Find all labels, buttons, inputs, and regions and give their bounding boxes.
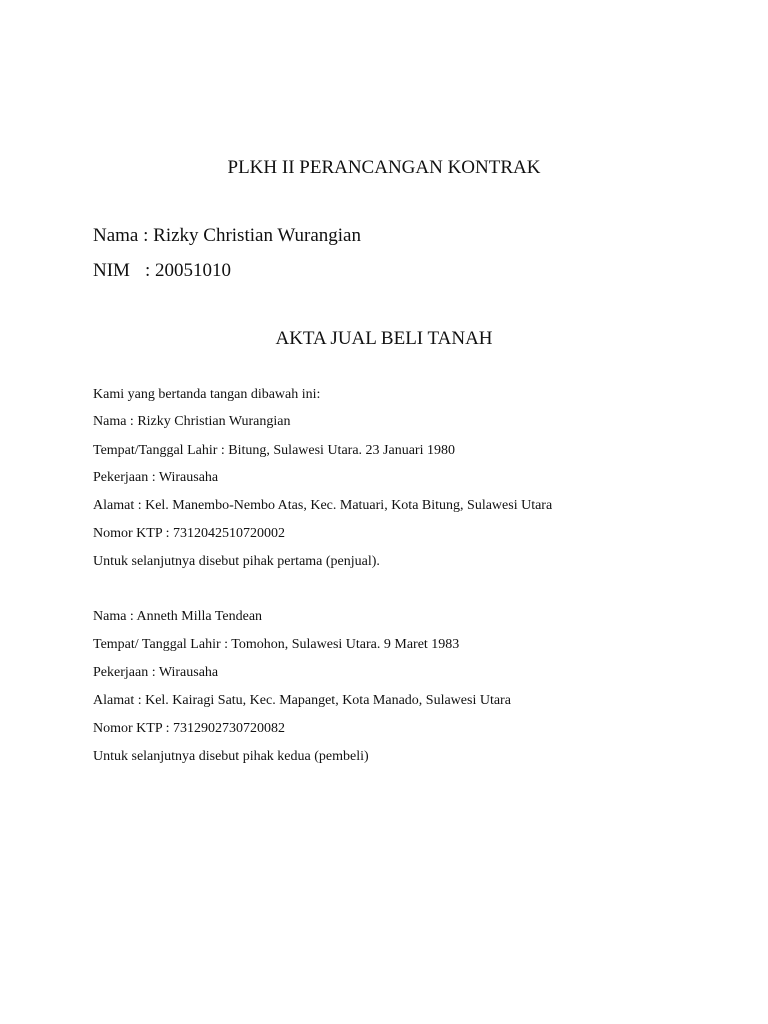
nim-label: NIM — [93, 260, 130, 281]
nim-value: : 20051010 — [145, 260, 232, 281]
party2-ktp: Nomor KTP : 7312902730720082 — [93, 721, 285, 736]
party2-birth: Tempat/ Tanggal Lahir : Tomohon, Sulawesi Utara. 9 Maret 1983 — [93, 637, 460, 652]
document-title: PLKH II PERANCANGAN KONTRAK — [227, 157, 541, 178]
party1-note: Untuk selanjutnya disebut pihak pertama (penjual). — [93, 554, 380, 569]
party2-name: Nama : Anneth Milla Tendean — [93, 609, 263, 624]
party1-name: Nama : Rizky Christian Wurangian — [93, 414, 291, 429]
party1-birth: Tempat/Tanggal Lahir : Bitung, Sulawesi Utara. 23 Januari 1980 — [93, 443, 455, 458]
party1-job: Pekerjaan : Wirausaha — [93, 470, 219, 485]
party2-note: Untuk selanjutnya disebut pihak kedua (pembeli) — [93, 749, 369, 764]
deed-title: AKTA JUAL BELI TANAH — [275, 328, 493, 349]
party1-address: Alamat : Kel. Manembo-Nembo Atas, Kec. Matuari, Kota Bitung, Sulawesi Utara — [93, 498, 553, 513]
party1-ktp: Nomor KTP : 7312042510720002 — [93, 526, 285, 541]
student-name: Nama : Rizky Christian Wurangian — [93, 225, 361, 246]
student-nim — [93, 261, 231, 280]
party2-address: Alamat : Kel. Kairagi Satu, Kec. Mapanget, Kota Manado, Sulawesi Utara — [93, 693, 511, 708]
party2-job: Pekerjaan : Wirausaha — [93, 665, 219, 680]
deed-intro: Kami yang bertanda tangan dibawah ini: — [93, 387, 321, 402]
